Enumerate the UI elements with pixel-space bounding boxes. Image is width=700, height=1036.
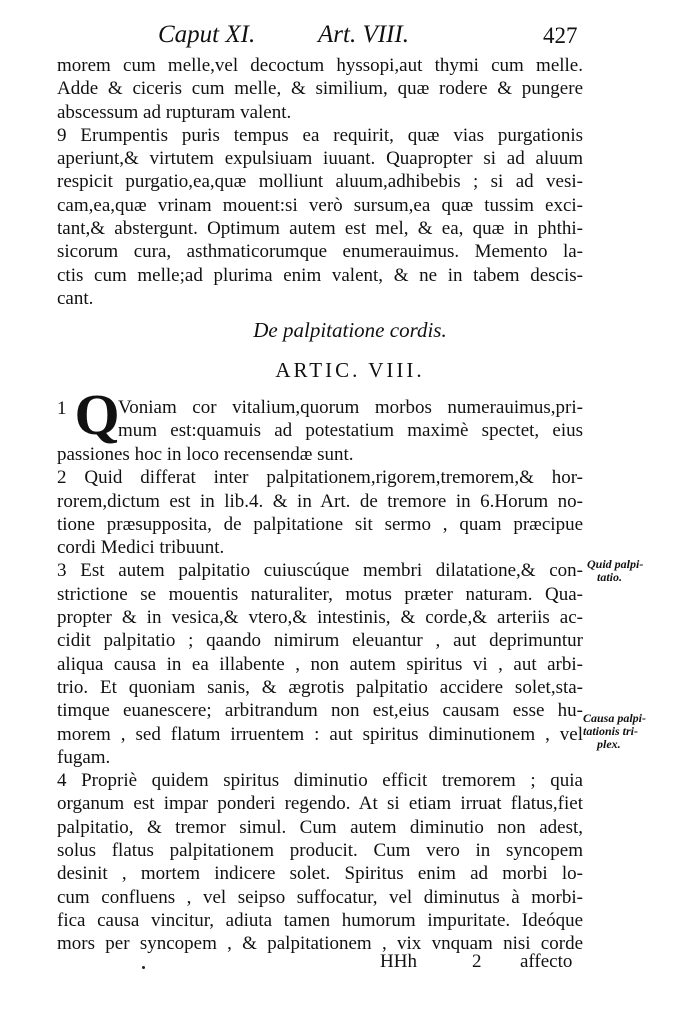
text-line: 4 Propriè quidem spiritus diminutio efficit tremorem ; quia [57, 770, 583, 792]
text-line: trio. Et quoniam sanis, & ægrotis palpitatio accidere solet,sta- [57, 676, 583, 698]
text-line: propter & in vesica,& vtero,& intestinis, & corde,& arteriis ac- [57, 607, 583, 629]
margin-note-causa-palpitationis [583, 712, 646, 751]
signature-mark: HHh [380, 951, 417, 972]
text-line: abscessum ad rupturam valent. [57, 101, 292, 123]
text-block-2 [57, 443, 583, 956]
text-line: aliqua causa in ea illabente , non autem spiritus vi , aut arbi- [57, 653, 583, 675]
article-heading: ARTIC. VIII. [275, 358, 425, 382]
header-article: Art. VIII. [318, 21, 409, 48]
text-line: tione præsupposita, de palpitatione sit sermo , quam præcipue [57, 513, 583, 535]
text-line: cant. [57, 287, 94, 309]
margin-note-line: Causa palpi- [583, 711, 647, 725]
text-line: morem , sed flatum irruentem : aut spiritus diminutionem , vel [57, 723, 583, 745]
text-line: desinit , mortem indicere solet. Spiritus enim ad morbi lo- [57, 863, 583, 885]
paragraph-number: 1 [57, 398, 67, 419]
text-line: cidit palpitatio ; qaando nimirum eleuantur , aut deprimuntur [57, 630, 583, 652]
text-line: cordi Medici tribuunt. [57, 537, 225, 559]
text-line: Adde & ciceris cum melle, & similium, quæ rodere & pungere [57, 78, 583, 100]
page-number: 427 [543, 23, 578, 48]
ink-speck [142, 966, 145, 969]
dropcap-lines [118, 396, 583, 443]
text-line: rorem,dictum est in lib.4. & in Art. de tremore in 6.Horum no- [57, 490, 583, 512]
text-line: mum est:quamuis ad potestatium maximè spectet, eius [118, 420, 583, 442]
text-line: mors per syncopem , & palpitationem , vix vnquam nisi corde [57, 933, 583, 955]
text-line: tant,& abstergunt. Optimum autem est mel, & ea, quæ in phthi- [57, 218, 583, 240]
text-line: ctis cum melle;ad plurima enim valent, & ne in tabem descis- [57, 264, 583, 286]
text-line: 3 Est autem palpitatio cuiuscúque membri dilatatione,& con- [57, 560, 583, 582]
header-chapter: Caput XI. [158, 21, 256, 48]
text-line: solus flatus palpitationem producit. Cum vero in syncopem [57, 840, 583, 862]
drop-cap-initial: Q [74, 382, 120, 447]
text-line: timque euanescere; arbitrandum non est,eius causam esse hu- [57, 700, 583, 722]
margin-note-line: plex. [597, 737, 621, 751]
text-line: fica causa vincitur, adiuta tamen humorum impuritate. Ideóque [57, 909, 583, 931]
section-title: De palpitatione cordis. [253, 318, 447, 342]
running-header [0, 20, 700, 52]
text-line: cum confluens , vel seipso suffocatur, vel diminutus à morbi- [57, 886, 583, 908]
text-line: cam,ea,quæ vrinam mouent:si verò sursum,ea quæ tussim exci- [57, 194, 583, 216]
text-line: morem cum melle,vel decoctum hyssopi,aut thymi cum melle. [57, 55, 583, 76]
text-line: fugam. [57, 746, 111, 768]
text-line: Voniam cor vitalium,quorum morbos numerauimus,pri- [118, 397, 583, 418]
text-line: 2 Quid differat inter palpitationem,rigorem,tremorem,& hor- [57, 467, 583, 489]
margin-note-line: Quid palpi- [587, 557, 644, 571]
text-block-1 [57, 54, 583, 310]
margin-note-line: tatio. [597, 570, 623, 584]
signature-number: 2 [472, 951, 482, 972]
margin-note-quid-palpitatio [587, 558, 643, 584]
text-line: organum est impar ponderi regendo. At si etiam irruat flatus,fiet [57, 793, 583, 815]
text-line: respicit purgatio,ea,quæ molliunt aluum,adhibebis ; si ad vesi- [57, 171, 583, 193]
signature-line [380, 950, 580, 974]
text-line: aperiunt,& virtutem expulsiuam iuuant. Quapropter si ad aluum [57, 148, 583, 170]
text-line: 9 Erumpentis puris tempus ea requirit, quæ vias purgationis [57, 124, 583, 146]
catchword: affecto [520, 951, 573, 972]
text-line: sicorum cura, asthmaticorumque enumerauimus. Memento la- [57, 241, 583, 263]
text-line: passiones hoc in loco recensendæ sunt. [57, 444, 354, 465]
text-line: palpitatio, & tremor simul. Cum autem diminutio non adest, [57, 816, 583, 838]
text-line: strictione se mouentis naturaliter, motus præter naturam. Qua- [57, 583, 583, 605]
margin-note-line: tationis tri- [583, 724, 639, 738]
